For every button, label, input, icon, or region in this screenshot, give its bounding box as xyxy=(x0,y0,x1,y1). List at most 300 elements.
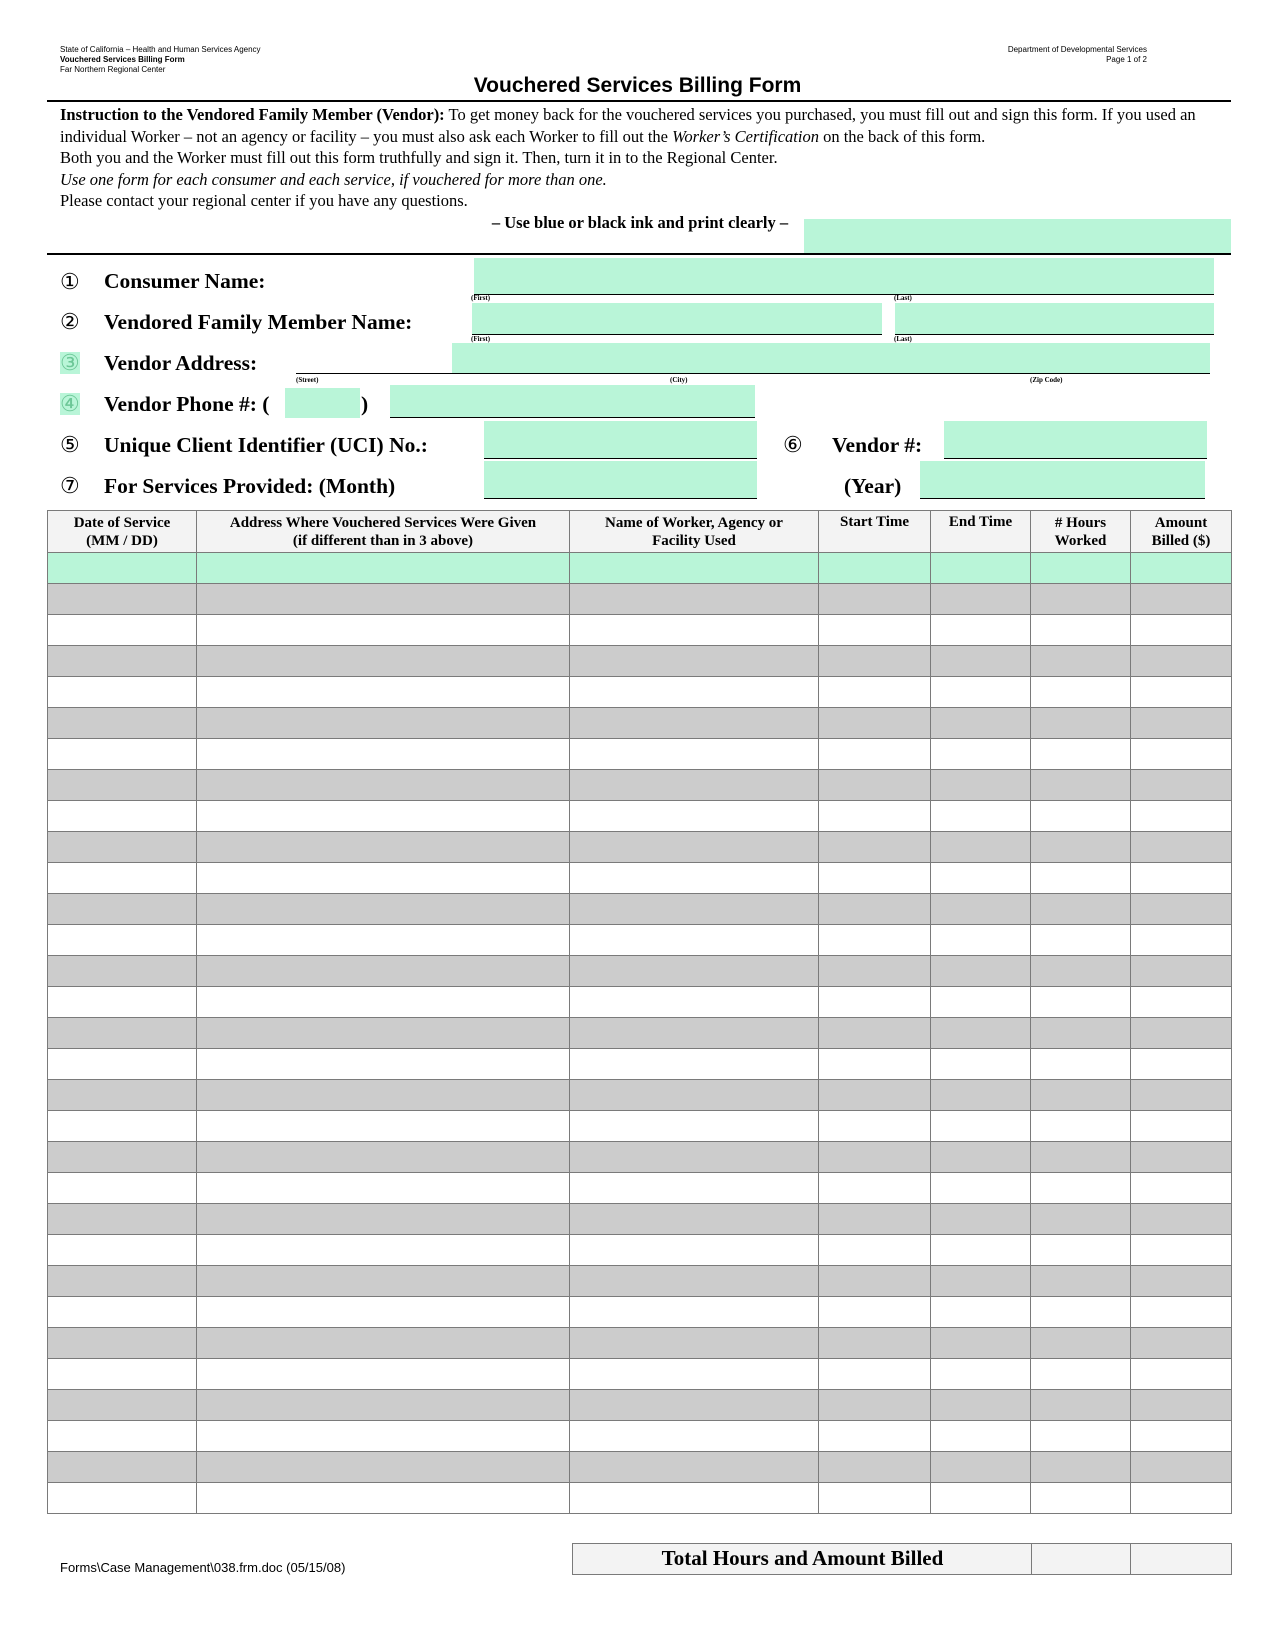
table-cell[interactable] xyxy=(819,1266,931,1297)
table-cell[interactable] xyxy=(197,739,570,770)
table-cell[interactable] xyxy=(197,1142,570,1173)
table-cell[interactable] xyxy=(1131,553,1232,584)
table-cell[interactable] xyxy=(819,1452,931,1483)
table-row xyxy=(48,832,1232,863)
table-cell[interactable] xyxy=(48,1049,197,1080)
table-cell[interactable] xyxy=(197,863,570,894)
table-cell[interactable] xyxy=(48,708,197,739)
table-cell[interactable] xyxy=(48,987,197,1018)
table-cell[interactable] xyxy=(1131,1452,1232,1483)
table-cell[interactable] xyxy=(197,1421,570,1452)
vendor-address-label: Vendor Address: xyxy=(104,351,258,375)
table-cell[interactable] xyxy=(931,1359,1031,1390)
table-cell[interactable] xyxy=(1131,1483,1232,1514)
table-cell[interactable] xyxy=(819,801,931,832)
table-cell[interactable] xyxy=(819,1297,931,1328)
table-cell[interactable] xyxy=(197,708,570,739)
table-cell[interactable] xyxy=(48,677,197,708)
table-cell[interactable] xyxy=(931,894,1031,925)
table-cell[interactable] xyxy=(931,677,1031,708)
table-cell[interactable] xyxy=(48,1080,197,1111)
table-cell[interactable] xyxy=(570,1111,819,1142)
table-cell[interactable] xyxy=(819,584,931,615)
address-underline xyxy=(296,372,452,374)
col-start-time: Start Time xyxy=(819,511,931,553)
table-cell[interactable] xyxy=(197,770,570,801)
table-row xyxy=(48,1297,1232,1328)
col-date-of-service: Date of Service (MM / DD) xyxy=(48,511,197,553)
table-row xyxy=(48,584,1232,615)
header-left xyxy=(60,45,261,75)
table-cell[interactable] xyxy=(1031,1483,1131,1514)
table-cell[interactable] xyxy=(931,1111,1031,1142)
table-cell[interactable] xyxy=(1131,739,1232,770)
table-cell[interactable] xyxy=(819,1328,931,1359)
vendor-last-sublabel: (Last) xyxy=(894,335,912,343)
table-cell[interactable] xyxy=(931,1204,1031,1235)
table-row xyxy=(48,1111,1232,1142)
table-cell[interactable] xyxy=(1131,1235,1232,1266)
table-cell[interactable] xyxy=(1131,646,1232,677)
table-cell[interactable] xyxy=(1031,894,1131,925)
table-cell[interactable] xyxy=(570,770,819,801)
consumer-name-label: Consumer Name: xyxy=(104,269,266,293)
table-row xyxy=(48,1421,1232,1452)
table-cell[interactable] xyxy=(931,956,1031,987)
table-cell[interactable] xyxy=(48,1266,197,1297)
table-row xyxy=(48,1018,1232,1049)
table-cell[interactable] xyxy=(570,894,819,925)
table-cell[interactable] xyxy=(819,1173,931,1204)
table-cell[interactable] xyxy=(197,925,570,956)
table-cell[interactable] xyxy=(48,1235,197,1266)
table-cell[interactable] xyxy=(570,739,819,770)
table-cell[interactable] xyxy=(197,1111,570,1142)
table-cell[interactable] xyxy=(819,1018,931,1049)
table-cell[interactable] xyxy=(197,1266,570,1297)
table-cell[interactable] xyxy=(931,1452,1031,1483)
table-cell[interactable] xyxy=(1131,1049,1232,1080)
table-cell[interactable] xyxy=(1131,1111,1232,1142)
table-cell[interactable] xyxy=(819,1483,931,1514)
table-cell[interactable] xyxy=(931,1421,1031,1452)
instructions-lead: Instruction to the Vendored Family Member (Vendor): xyxy=(60,105,445,124)
table-cell[interactable] xyxy=(48,863,197,894)
table-cell[interactable] xyxy=(570,1452,819,1483)
table-cell[interactable] xyxy=(931,1235,1031,1266)
table-cell[interactable] xyxy=(48,832,197,863)
table-cell[interactable] xyxy=(48,646,197,677)
table-cell[interactable] xyxy=(1131,615,1232,646)
table-cell[interactable] xyxy=(48,553,197,584)
table-cell[interactable] xyxy=(1031,1390,1131,1421)
table-cell[interactable] xyxy=(1131,677,1232,708)
table-cell[interactable] xyxy=(1031,584,1131,615)
table-row xyxy=(48,863,1232,894)
table-cell[interactable] xyxy=(931,708,1031,739)
table-cell[interactable] xyxy=(819,739,931,770)
table-row xyxy=(48,801,1232,832)
table-cell[interactable] xyxy=(931,1390,1031,1421)
table-cell[interactable] xyxy=(48,1359,197,1390)
table-cell[interactable] xyxy=(197,1204,570,1235)
table-cell[interactable] xyxy=(819,987,931,1018)
table-cell[interactable] xyxy=(931,1049,1031,1080)
table-cell[interactable] xyxy=(197,1018,570,1049)
table-cell[interactable] xyxy=(1131,1328,1232,1359)
table-cell[interactable] xyxy=(1031,832,1131,863)
table-cell[interactable] xyxy=(1031,863,1131,894)
table-cell[interactable] xyxy=(570,1235,819,1266)
table-cell[interactable] xyxy=(819,1390,931,1421)
table-cell[interactable] xyxy=(48,801,197,832)
section-rule xyxy=(47,253,1231,255)
phone-area-code-field[interactable] xyxy=(285,388,360,418)
table-cell[interactable] xyxy=(1031,1142,1131,1173)
table-cell[interactable] xyxy=(1031,1266,1131,1297)
table-row xyxy=(48,1142,1232,1173)
table-row xyxy=(48,1080,1232,1111)
table-cell[interactable] xyxy=(48,1111,197,1142)
table-cell[interactable] xyxy=(1031,1080,1131,1111)
table-cell[interactable] xyxy=(931,553,1031,584)
table-cell[interactable] xyxy=(1131,1173,1232,1204)
table-cell[interactable] xyxy=(48,1328,197,1359)
table-cell[interactable] xyxy=(570,863,819,894)
table-cell[interactable] xyxy=(48,1018,197,1049)
table-cell[interactable] xyxy=(48,739,197,770)
table-cell[interactable] xyxy=(570,615,819,646)
table-cell[interactable] xyxy=(931,646,1031,677)
table-cell[interactable] xyxy=(931,801,1031,832)
table-cell[interactable] xyxy=(819,1421,931,1452)
table-cell[interactable] xyxy=(819,1049,931,1080)
table-cell[interactable] xyxy=(1031,770,1131,801)
table-cell[interactable] xyxy=(48,1204,197,1235)
table-cell[interactable] xyxy=(570,584,819,615)
table-cell[interactable] xyxy=(1131,1204,1232,1235)
table-cell[interactable] xyxy=(931,615,1031,646)
table-cell[interactable] xyxy=(1031,925,1131,956)
table-cell[interactable] xyxy=(931,832,1031,863)
table-cell[interactable] xyxy=(1031,1359,1131,1390)
table-cell[interactable] xyxy=(819,770,931,801)
table-cell[interactable] xyxy=(1031,615,1131,646)
top-rule xyxy=(47,100,1231,102)
number-6-icon: ⑥ xyxy=(783,432,803,457)
table-cell[interactable] xyxy=(1031,677,1131,708)
number-5-icon: ⑤ xyxy=(60,432,80,457)
table-cell[interactable] xyxy=(1031,801,1131,832)
table-cell[interactable] xyxy=(1031,1018,1131,1049)
table-cell[interactable] xyxy=(819,956,931,987)
vendor-phone-label: Vendor Phone #: ( xyxy=(104,392,270,416)
instructions-text: To get money back for the vouchered services you purchased, you must fill out and sign this form. If you used an individual Worker – not an agency or facility – you must also ask each Worker to fill out the xyxy=(60,105,1196,146)
table-row xyxy=(48,987,1232,1018)
table-cell[interactable] xyxy=(1031,1111,1131,1142)
table-cell[interactable] xyxy=(48,1173,197,1204)
table-cell[interactable] xyxy=(819,863,931,894)
table-cell[interactable] xyxy=(48,770,197,801)
vendor-address-field[interactable] xyxy=(452,343,1210,374)
table-cell[interactable] xyxy=(197,584,570,615)
table-cell[interactable] xyxy=(197,677,570,708)
table-cell[interactable] xyxy=(1131,584,1232,615)
table-cell[interactable] xyxy=(1031,1297,1131,1328)
vendor-first-name-field[interactable] xyxy=(472,303,882,335)
table-row xyxy=(48,770,1232,801)
table-cell[interactable] xyxy=(931,987,1031,1018)
table-cell[interactable] xyxy=(819,677,931,708)
table-cell[interactable] xyxy=(197,1483,570,1514)
table-cell[interactable] xyxy=(1131,1359,1232,1390)
table-cell[interactable] xyxy=(48,1297,197,1328)
number-1-icon: ① xyxy=(60,269,80,294)
table-cell[interactable] xyxy=(1131,832,1232,863)
table-cell[interactable] xyxy=(197,1390,570,1421)
table-cell[interactable] xyxy=(570,1266,819,1297)
table-cell[interactable] xyxy=(570,1328,819,1359)
col-address: Address Where Vouchered Services Were Given (if different than in 3 above) xyxy=(197,511,570,553)
table-cell[interactable] xyxy=(570,1142,819,1173)
table-cell[interactable] xyxy=(1131,987,1232,1018)
services-year-label: (Year) xyxy=(844,474,902,498)
table-cell[interactable] xyxy=(1031,987,1131,1018)
total-label: Total Hours and Amount Billed xyxy=(572,1543,1033,1575)
page-number: Page 1 of 2 xyxy=(1106,55,1147,64)
table-cell[interactable] xyxy=(48,1452,197,1483)
ink-note: – Use blue or black ink and print clearly – xyxy=(491,212,789,232)
table-cell[interactable] xyxy=(48,584,197,615)
table-cell[interactable] xyxy=(1031,1049,1131,1080)
center-name: Far Northern Regional Center xyxy=(60,65,166,74)
table-cell[interactable] xyxy=(819,1204,931,1235)
table-cell[interactable] xyxy=(197,1080,570,1111)
table-cell[interactable] xyxy=(931,925,1031,956)
table-cell[interactable] xyxy=(1031,1421,1131,1452)
instructions-line4: Please contact your regional center if you have any questions. xyxy=(60,191,468,210)
table-cell[interactable] xyxy=(570,987,819,1018)
department-name: Department of Developmental Services xyxy=(1007,45,1147,54)
table-cell[interactable] xyxy=(819,553,931,584)
table-cell[interactable] xyxy=(931,863,1031,894)
table-cell[interactable] xyxy=(1131,1297,1232,1328)
table-cell[interactable] xyxy=(1031,1328,1131,1359)
consumer-name-field[interactable] xyxy=(474,258,1214,295)
table-cell[interactable] xyxy=(197,832,570,863)
table-cell[interactable] xyxy=(197,1328,570,1359)
table-cell[interactable] xyxy=(570,646,819,677)
table-cell[interactable] xyxy=(1131,1266,1232,1297)
table-cell[interactable] xyxy=(570,708,819,739)
table-cell[interactable] xyxy=(570,1204,819,1235)
table-cell[interactable] xyxy=(1031,708,1131,739)
table-cell[interactable] xyxy=(931,1483,1031,1514)
table-cell[interactable] xyxy=(197,956,570,987)
table-cell[interactable] xyxy=(197,1297,570,1328)
table-cell[interactable] xyxy=(570,553,819,584)
table-cell[interactable] xyxy=(1131,1080,1232,1111)
table-cell[interactable] xyxy=(1031,553,1131,584)
table-cell[interactable] xyxy=(1131,894,1232,925)
table-cell[interactable] xyxy=(570,1390,819,1421)
table-cell[interactable] xyxy=(931,1266,1031,1297)
table-cell[interactable] xyxy=(570,677,819,708)
col-amount-billed: Amount Billed ($) xyxy=(1131,511,1232,553)
table-cell[interactable] xyxy=(931,1018,1031,1049)
page-title: Vouchered Services Billing Form xyxy=(473,74,802,97)
table-cell[interactable] xyxy=(197,987,570,1018)
table-row xyxy=(48,894,1232,925)
instructions-end: on the back of this form. xyxy=(818,126,986,146)
uci-label: Unique Client Identifier (UCI) No.: xyxy=(104,433,428,457)
table-cell[interactable] xyxy=(1031,646,1131,677)
table-cell[interactable] xyxy=(197,1235,570,1266)
table-cell[interactable] xyxy=(570,1421,819,1452)
table-cell[interactable] xyxy=(570,1173,819,1204)
table-cell[interactable] xyxy=(570,956,819,987)
table-cell[interactable] xyxy=(819,1235,931,1266)
col-hours-worked: # Hours Worked xyxy=(1031,511,1131,553)
table-cell[interactable] xyxy=(570,1359,819,1390)
table-cell[interactable] xyxy=(570,925,819,956)
table-row xyxy=(48,1359,1232,1390)
total-hours-field[interactable] xyxy=(1031,1543,1132,1575)
agency-name: State of California – Health and Human Services Agency xyxy=(60,45,261,54)
instructions-line2: Both you and the Worker must fill out this form truthfully and sign it. Then, turn it in to the Regional Center. xyxy=(60,148,778,167)
zip-sublabel: (Zip Code) xyxy=(1030,376,1063,384)
table-row xyxy=(48,1266,1232,1297)
consumer-first-sublabel: (First) xyxy=(471,294,491,302)
table-cell[interactable] xyxy=(570,1080,819,1111)
table-cell[interactable] xyxy=(931,584,1031,615)
table-cell[interactable] xyxy=(570,1018,819,1049)
table-cell[interactable] xyxy=(48,1421,197,1452)
table-cell[interactable] xyxy=(819,1142,931,1173)
table-cell[interactable] xyxy=(570,832,819,863)
table-cell[interactable] xyxy=(1131,863,1232,894)
table-cell[interactable] xyxy=(931,1297,1031,1328)
table-cell[interactable] xyxy=(1031,1235,1131,1266)
table-cell[interactable] xyxy=(1031,1452,1131,1483)
number-3-icon: ③ xyxy=(60,350,80,375)
city-sublabel: (City) xyxy=(670,376,688,384)
table-header-row xyxy=(48,511,1232,553)
services-year-field[interactable] xyxy=(920,461,1205,499)
table-row xyxy=(48,1390,1232,1421)
table-row xyxy=(48,646,1232,677)
table-cell[interactable] xyxy=(819,1111,931,1142)
table-cell[interactable] xyxy=(48,925,197,956)
table-row xyxy=(48,1452,1232,1483)
table-cell[interactable] xyxy=(819,646,931,677)
table-cell[interactable] xyxy=(197,1452,570,1483)
table-row xyxy=(48,615,1232,646)
phone-number-field[interactable] xyxy=(390,385,755,418)
table-row xyxy=(48,1173,1232,1204)
table-row xyxy=(48,1235,1232,1266)
table-cell[interactable] xyxy=(197,1359,570,1390)
table-cell[interactable] xyxy=(197,646,570,677)
table-row xyxy=(48,708,1232,739)
table-cell[interactable] xyxy=(1031,1204,1131,1235)
table-cell[interactable] xyxy=(197,553,570,584)
table-cell[interactable] xyxy=(1131,1142,1232,1173)
table-cell[interactable] xyxy=(819,615,931,646)
street-sublabel: (Street) xyxy=(296,376,319,384)
table-cell[interactable] xyxy=(819,1080,931,1111)
table-cell[interactable] xyxy=(1031,1173,1131,1204)
table-cell[interactable] xyxy=(1031,739,1131,770)
table-cell[interactable] xyxy=(1131,770,1232,801)
table-cell[interactable] xyxy=(931,1142,1031,1173)
table-cell[interactable] xyxy=(570,801,819,832)
table-cell[interactable] xyxy=(48,894,197,925)
table-cell[interactable] xyxy=(931,1173,1031,1204)
vendor-first-sublabel: (First) xyxy=(471,335,491,343)
table-cell[interactable] xyxy=(197,1173,570,1204)
table-cell[interactable] xyxy=(197,615,570,646)
table-cell[interactable] xyxy=(819,1359,931,1390)
table-row xyxy=(48,1328,1232,1359)
table-cell[interactable] xyxy=(931,739,1031,770)
footer-doc-id: Forms\Case Management\038.frm.doc (05/15/08) xyxy=(60,1560,346,1575)
table-cell[interactable] xyxy=(1131,925,1232,956)
table-cell[interactable] xyxy=(819,894,931,925)
table-cell[interactable] xyxy=(1131,1018,1232,1049)
table-cell[interactable] xyxy=(1131,801,1232,832)
consumer-last-sublabel: (Last) xyxy=(894,294,912,302)
table-cell[interactable] xyxy=(1031,956,1131,987)
phone-close-paren: ) xyxy=(361,392,369,416)
table-cell[interactable] xyxy=(570,1297,819,1328)
table-cell[interactable] xyxy=(1131,1421,1232,1452)
table-row xyxy=(48,956,1232,987)
services-month-field[interactable] xyxy=(484,461,757,499)
table-cell[interactable] xyxy=(1131,1390,1232,1421)
table-cell[interactable] xyxy=(931,1080,1031,1111)
vendor-number-label: Vendor #: xyxy=(832,433,923,457)
table-row xyxy=(48,739,1232,770)
services-month-label: For Services Provided: (Month) xyxy=(104,474,396,498)
table-cell[interactable] xyxy=(570,1049,819,1080)
table-cell[interactable] xyxy=(819,832,931,863)
form-name: Vouchered Services Billing Form xyxy=(60,55,185,64)
table-cell[interactable] xyxy=(931,1328,1031,1359)
vendor-number-field[interactable] xyxy=(944,421,1207,459)
table-cell[interactable] xyxy=(48,1390,197,1421)
table-cell[interactable] xyxy=(1131,708,1232,739)
table-cell[interactable] xyxy=(570,1483,819,1514)
table-cell[interactable] xyxy=(197,801,570,832)
uci-field[interactable] xyxy=(484,421,757,459)
table-cell[interactable] xyxy=(931,770,1031,801)
table-cell[interactable] xyxy=(48,956,197,987)
table-cell[interactable] xyxy=(48,1142,197,1173)
table-cell[interactable] xyxy=(197,894,570,925)
vendor-name-label: Vendored Family Member Name: xyxy=(104,310,413,334)
table-cell[interactable] xyxy=(48,1483,197,1514)
table-cell[interactable] xyxy=(1131,956,1232,987)
table-cell[interactable] xyxy=(819,708,931,739)
table-cell[interactable] xyxy=(819,925,931,956)
vendor-last-name-field[interactable] xyxy=(895,303,1214,335)
total-amount-field[interactable] xyxy=(1130,1543,1232,1575)
instructions-paragraph xyxy=(60,104,1220,147)
table-cell[interactable] xyxy=(197,1049,570,1080)
top-right-field[interactable] xyxy=(804,219,1231,253)
table-cell[interactable] xyxy=(48,615,197,646)
